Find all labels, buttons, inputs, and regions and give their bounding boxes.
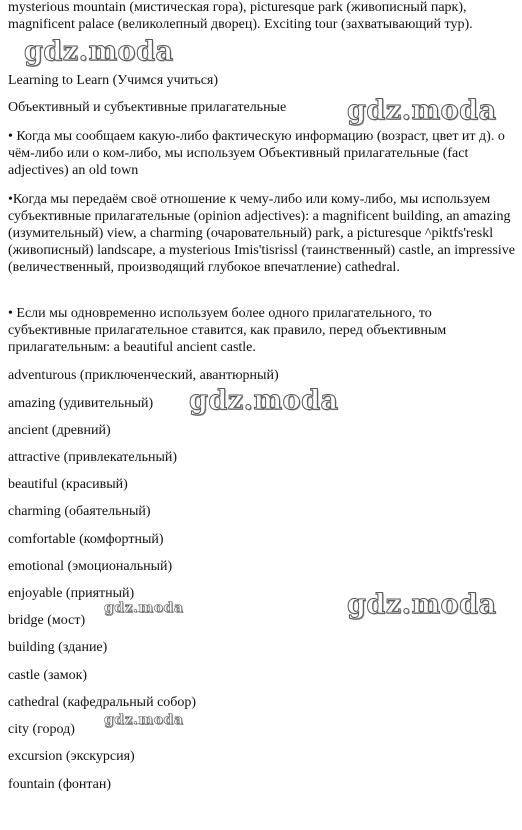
vocabulary-item: castle (замок)	[8, 668, 88, 683]
vocabulary-item: city (город)	[8, 722, 75, 737]
vocabulary-item: bridge (мост)	[8, 613, 86, 628]
section-title: Learning to Learn (Учимся учиться)	[8, 73, 219, 88]
vocabulary-item: enjoyable (приятный)	[8, 586, 135, 601]
vocabulary-item: amazing (удивительный)	[8, 396, 154, 411]
watermark: gdz.moda	[104, 600, 184, 616]
vocabulary-item: charming (обаятельный)	[8, 504, 151, 519]
paragraph-adjective-order: • Если мы одновременно используем более одного прилагательного, то субъективные прилагательное ставится, как правило, перед объективным прилагательным: a beautiful ancient castle.	[8, 306, 447, 355]
intro-line-2: magnificent palace (великолепный дворец). Exciting tour (захватывающий тур).	[8, 17, 473, 32]
vocabulary-item: attractive (привлекательный)	[8, 450, 178, 465]
watermark: gdz.moda	[347, 589, 497, 620]
vocabulary-item: cathedral (кафедральный собор)	[8, 695, 197, 710]
watermark: gdz.moda	[24, 36, 174, 67]
watermark: gdz.moda	[189, 385, 339, 416]
vocabulary-item: beautiful (красивый)	[8, 477, 128, 492]
intro-line-1: mysterious mountain (мистическая гора), picturesque park (живописный парк),	[8, 0, 467, 15]
paragraph-fact-adjectives: • Когда мы сообщаем какую-либо фактическую информацию (возраст, цвет ит д). о чём-либо или о ком-либо, мы используем Объективный прилагательные (fact adjectives) an old town	[8, 129, 505, 178]
vocabulary-item: excursion (экскурсия)	[8, 749, 135, 764]
vocabulary-item: ancient (древний)	[8, 423, 111, 438]
vocabulary-item: emotional (эмоциональный)	[8, 559, 173, 574]
watermark: gdz.moda	[104, 712, 184, 728]
vocabulary-item: adventurous (приключенческий, авантюрный)	[8, 368, 279, 383]
vocabulary-item: comfortable (комфортный)	[8, 532, 164, 547]
subtitle: Объективный и субъективные прилагательные	[8, 100, 287, 115]
watermark: gdz.moda	[347, 95, 497, 126]
vocabulary-item: building (здание)	[8, 640, 108, 655]
paragraph-opinion-adjectives: •Когда мы передаём своё отношение к чему-либо или кому-либо, мы используем субъективные прилагательные (opinion adjectives): a magnificent building, an amazing (изумительный) view, a charming (очаровательный) park, a picturesque ^piktfs'reskl (живописный) landscape, a mysterious Imis'tisrissl (таинственный) castle, an impressive (величественный, производящий глубокое впечатление) cathedral.	[8, 192, 515, 275]
vocabulary-item: fountain (фонтан)	[8, 777, 112, 792]
